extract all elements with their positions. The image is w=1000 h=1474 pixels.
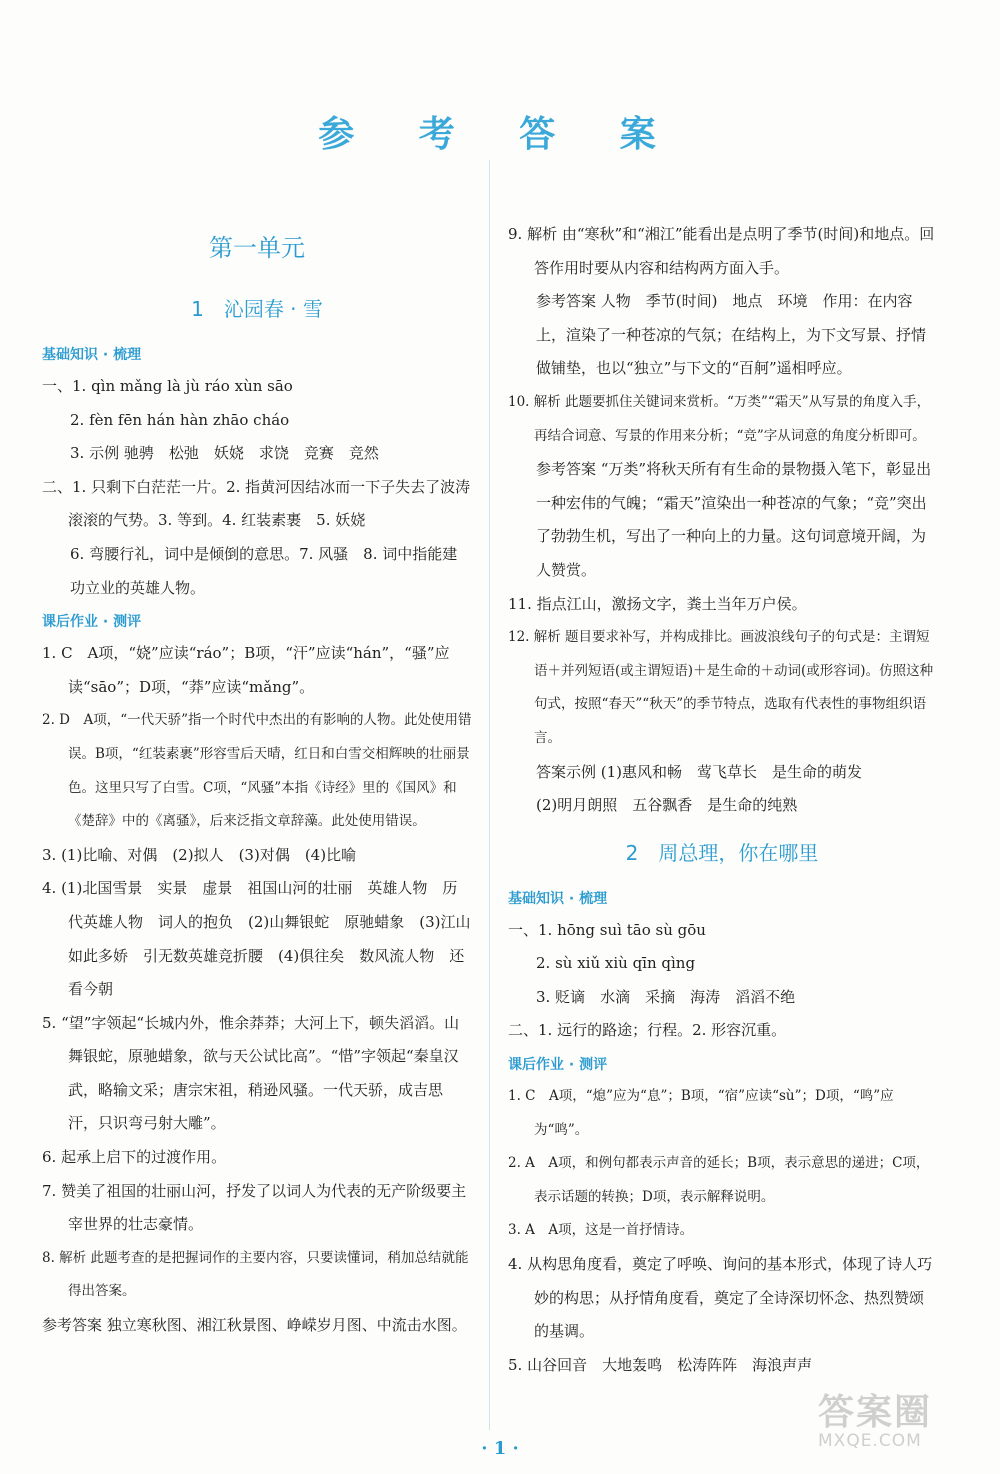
answer-line: 5. 山谷回音 大地轰鸣 松涛阵阵 海浪声声 [508, 1355, 813, 1374]
answer-line: 答案示例 (1)惠风和畅 莺飞草长 是生命的萌发 [536, 762, 863, 781]
answer-line: 2. sù xiǔ xiù qīn qìng [536, 954, 696, 973]
answer-line: 1. C A项，“熄”应为“息”；B项，“宿”应读“sù”；D项，“鸣”应为“鸣”。 [508, 1088, 894, 1138]
lesson-1-title: 1 沁园春 · 雪 [191, 297, 323, 321]
homework-heading: 课后作业 · 测评 [508, 1057, 608, 1074]
answer-line: 4. (1)北国雪景 实景 虚景 祖国山河的壮丽 英雄人物 历代英雄人物 词人的抱负 (2)山舞银蛇 原驰蜡象 (3)江山如此多娇 引无数英雄竞折腰 (4)俱往矣 数风流人物 还看今朝 [42, 879, 471, 999]
answer-line: 11. 指点江山，激扬文字，粪土当年万户侯。 [508, 594, 807, 613]
page-number: · 1 · [481, 1438, 519, 1459]
lesson-2-title: 2 周总理，你在哪里 [625, 840, 819, 865]
basic-knowledge-heading: 基础知识 · 梳理 [42, 347, 142, 363]
basic-knowledge-heading: 基础知识 · 梳理 [508, 890, 608, 907]
answer-line: 3. 贬谪 水滴 采摘 海涛 滔滔不绝 [536, 987, 796, 1006]
left-column [42, 222, 472, 1343]
answer-line: 12. 解析 题目要求补写，并构成排比。画波浪线句子的句式是：主谓短语＋并列短语(或主谓短语)＋是生命的＋动词(或形容词)。仿照这种句式，按照“春天”“秋天”的季节特点，选取有代表性的事物组织语言。 [508, 629, 934, 746]
answer-line: 8. 解析 此题考查的是把握词作的主要内容，只要读懂词，稍加总结就能得出答案。 [42, 1249, 469, 1300]
answer-line: 3. (1)比喻、对偶 (2)拟人 (3)对偶 (4)比喻 [42, 845, 357, 864]
answer-line: 7. 赞美了祖国的壮丽山河，抒发了以词人为代表的无产阶级要主宰世界的壮志豪情。 [42, 1181, 467, 1234]
watermark-logo [818, 1384, 988, 1464]
answer-line: 2. D A项，“一代天骄”指一个时代中杰出的有影响的人物。此处使用错误。B项，“红装素裹”形容雪后天晴，红日和白雪交相辉映的壮丽景色。这里只写了白雪。C项，“风骚”本指《诗经》里的《国风》和《楚辞》中的《离骚》，后来泛指文章辞藻。此处使用错误。 [42, 712, 472, 830]
homework-heading: 课后作业 · 测评 [42, 614, 142, 631]
answer-line: 一、1. hōng suì tāo sù gōu [508, 920, 706, 939]
answer-line: 5. “望”字领起“长城内外，惟余莽莽；大河上下，顿失滔滔。山舞银蛇，原驰蜡象，欲与天公试比高”。“惜”字领起“秦皇汉武，略输文采；唐宗宋祖，稍逊风骚。一代天骄，成吉思汗，只识弯弓射大雕”。 [42, 1013, 460, 1133]
answer-line: 二、1. 只剩下白茫茫一片。2. 指黄河因结冰而一下子失去了波涛滚滚的气势。3. 等到。4. 红装素裹 5. 妖娆 [42, 477, 471, 530]
answer-line: 参考答案 人物 季节(时间) 地点 环境 作用：在内容上，渲染了一种苍凉的气氛；在结构上，为下文写景、抒情做铺垫，也以“独立”与下文的“百舸”遥相呼应。 [536, 292, 927, 378]
answer-line: 9. 解析 由“寒秋”和“湘江”能看出是点明了季节(时间)和地点。回答作用时要从内容和结构两方面入手。 [508, 225, 935, 277]
answer-line: 3. 示例 驰骋 松弛 妖娆 求饶 竞赛 竞然 [70, 444, 379, 463]
answer-line: 10. 解析 此题要抓住关键词来赏析。“万类”“霜天”从写景的角度入手，再结合词意、写景的作用来分析；“竞”字从词意的角度分析即可。 [508, 393, 931, 444]
answer-line: 3. A A项，这是一首抒情诗。 [508, 1222, 694, 1239]
watermark-text: 答案圈 [818, 1392, 933, 1433]
answer-line: (2)明月朗照 五谷飘香 是生命的纯熟 [536, 796, 798, 815]
watermark-url: MXQE.COM [818, 1431, 922, 1451]
answer-line: 2. A A项，和例句都表示声音的延长；B项，表示意思的递进；C项，表示话题的转换；D项，表示解释说明。 [508, 1155, 930, 1205]
answer-line: 1. C A项，“娆”应读“ráo”；B项，“汗”应读“hán”，“骚”应读“sāo”；D项，“莽”应读“mǎng”。 [42, 644, 450, 696]
answer-line: 参考答案 “万类”将秋天所有有生命的景物摄入笔下，彰显出一种宏伟的气魄；“霜天”渲染出一种苍凉的气象；“竞”突出了勃勃生机，写出了一种向上的力量。这句词意境开阔，为人赞赏。 [536, 460, 932, 579]
right-column [508, 218, 936, 1382]
answer-line: 一、1. qìn mǎng là jù ráo xùn sāo [42, 377, 293, 395]
page-title: 参 考 答 案 [318, 114, 682, 155]
unit-title: 第一单元 [209, 234, 305, 262]
answer-line: 4. 从构思角度看，奠定了呼唤、询问的基本形式，体现了诗人巧妙的构思；从抒情角度看，奠定了全诗深切怀念、热烈赞颂的基调。 [508, 1255, 933, 1341]
answer-line: 参考答案 独立寒秋图、湘江秋景图、峥嵘岁月图、中流击水图。 [42, 1316, 467, 1335]
answer-line: 6. 起承上启下的过渡作用。 [42, 1148, 227, 1167]
answer-line: 6. 弯腰行礼，词中是倾倒的意思。7. 风骚 8. 词中指能建功立业的英雄人物。 [70, 544, 458, 597]
answer-line: 二、1. 远行的路途；行程。2. 形容沉重。 [508, 1021, 787, 1040]
answer-line: 2. fèn fēn hán hàn zhāo cháo [70, 410, 290, 429]
column-divider [489, 160, 490, 1430]
